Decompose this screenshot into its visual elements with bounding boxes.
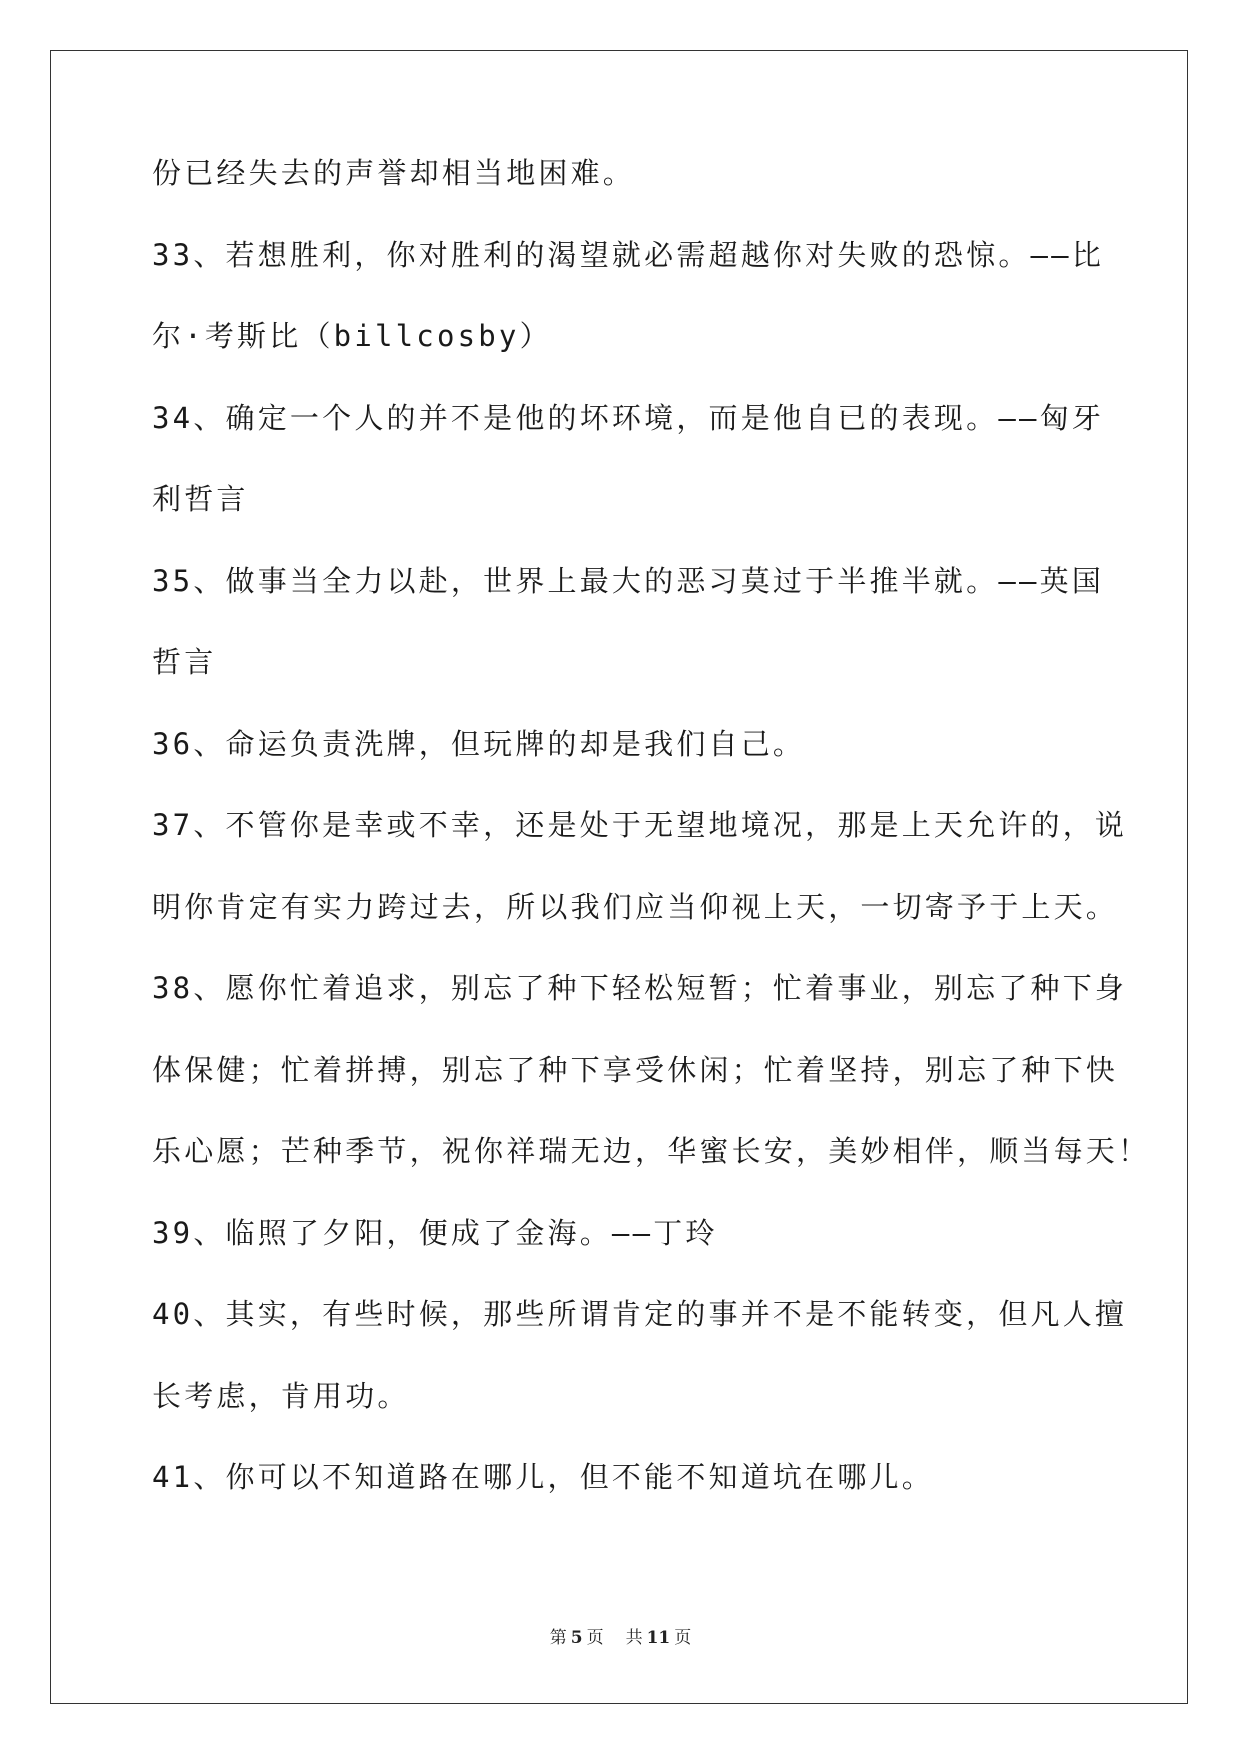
text-line: 体保健；忙着拼搏，别忘了种下享受休闲；忙着坚持，别忘了种下快 — [152, 1052, 1119, 1087]
text-line: 明你肯定有实力跨过去，所以我们应当仰视上天，一切寄予于上天。 — [152, 889, 1119, 924]
text-line: 37、不管你是幸或不幸，还是处于无望地境况，那是上天允许的，说 — [152, 808, 1128, 842]
text-line: 34、确定一个人的并不是他的坏环境，而是他自已的表现。——匈牙 — [152, 400, 1105, 435]
footer-total-suffix: 页 — [674, 1628, 692, 1648]
footer-page-suffix: 页 — [586, 1628, 604, 1648]
text-line: 38、愿你忙着追求，别忘了种下轻松短暂；忙着事业，别忘了种下身 — [152, 971, 1128, 1005]
text-line: 哲言 — [152, 645, 217, 679]
footer-page-number: 5 — [570, 1628, 583, 1648]
text-line: 36、命运负责洗牌，但玩牌的却是我们自己。 — [152, 726, 806, 761]
text-line: 39、临照了夕阳，便成了金海。——丁玲 — [152, 1215, 718, 1250]
text-line: 份已经失去的声誉却相当地困难。 — [152, 156, 636, 190]
text-line: 33、若想胜利，你对胜利的渴望就必需超越你对失败的恐惊。——比 — [152, 237, 1105, 272]
footer-page-prefix: 第 — [549, 1628, 567, 1648]
footer-total-prefix: 共 — [625, 1628, 643, 1648]
text-line: 利哲言 — [152, 482, 249, 516]
page-footer — [0, 1623, 1241, 1648]
footer-total-pages: 11 — [646, 1628, 671, 1648]
text-line: 长考虑，肯用功。 — [152, 1378, 410, 1413]
text-line: 乐心愿；芒种季节，祝你祥瑞无边，华蜜长安，美妙相伴，顺当每天！ — [152, 1134, 1151, 1168]
text-line: 35、做事当全力以赴，世界上最大的恶习莫过于半推半就。——英国 — [152, 563, 1105, 598]
document-body — [152, 155, 1151, 1519]
text-line: 41、你可以不知道路在哪儿，但不能不知道坑在哪儿。 — [152, 1460, 934, 1494]
text-line: 40、其实，有些时候，那些所谓肯定的事并不是不能转变，但凡人擅 — [152, 1297, 1128, 1331]
text-line: 尔·考斯比（billcosby） — [152, 319, 552, 353]
